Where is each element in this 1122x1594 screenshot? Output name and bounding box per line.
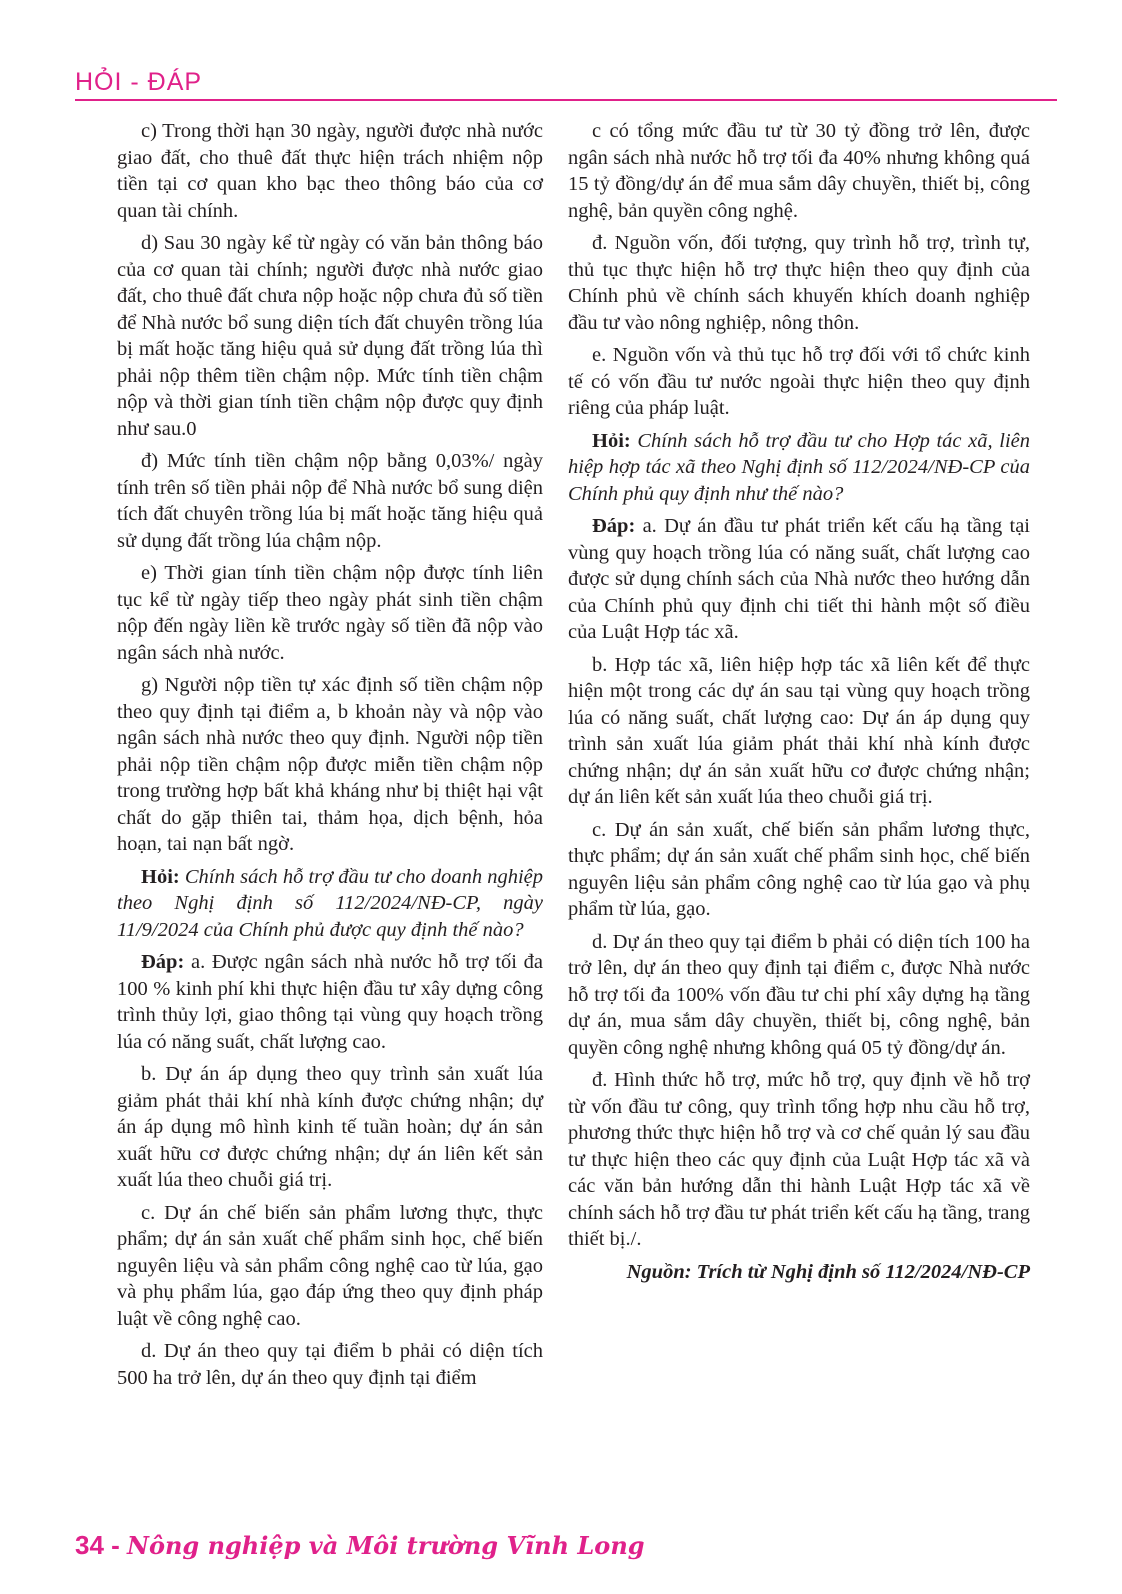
answer-label: Đáp: [592, 515, 636, 537]
page-footer [75, 1530, 645, 1570]
question-label: Hỏi: [592, 429, 631, 452]
question-label: Hỏi: [141, 865, 180, 888]
question-text: Chính sách hỗ trợ đầu tư cho Hợp tác xã, liên hiệp hợp tác xã theo Nghị định số 112/2024/NĐ-CP của Chính phủ quy định như thế nào? [568, 429, 1030, 505]
paragraph: đ. Hình thức hỗ trợ, mức hỗ trợ, quy định về hỗ trợ từ vốn đầu tư công, quy trình tổng hợp nhu cầu hỗ trợ, phương thức thực hiện hỗ trợ và cơ chế quản lý sau đầu tư thực hiện theo các quy định của Luật Hợp tác xã và các văn bản hướng dẫn thi hành Luật Hợp tác xã về chính sách hỗ trợ đầu tư phát triển kết cấu hạ tầng, trang thiết bị./. [568, 1069, 1030, 1250]
paragraph-continued: c có tổng mức đầu tư từ 30 tỷ đồng trở lên, được ngân sách nhà nước hỗ trợ tối đa 40% nhưng không quá 15 tỷ đồng/dự án để mua sắm dây chuyền, thiết bị, công nghệ, bản quyền công nghệ. [568, 120, 1030, 222]
paragraph: d. Dự án theo quy tại điểm b phải có diện tích 500 ha trở lên, dự án theo quy định tại điểm [117, 1340, 543, 1389]
answer-label: Đáp: [141, 951, 185, 973]
question-1 [117, 864, 543, 944]
paragraph: d) Sau 30 ngày kể từ ngày có văn bản thông báo của cơ quan tài chính; người được nhà nước giao đất, cho thuê đất chưa nộp hoặc nộp chưa đủ số tiền để Nhà nước bổ sung diện tích đất chuyên trồng lúa bị mất hoặc tăng hiệu quả sử dụng đất trồng lúa thì phải nộp thêm tiền chậm nộp. Mức tính tiền chậm nộp và thời gian tính tiền chậm nộp được quy định như sau.0 [117, 232, 543, 440]
header-rule [75, 99, 1057, 101]
publication-name: Nông nghiệp và Môi trường Vĩnh Long [127, 1531, 645, 1560]
page-header [75, 62, 1057, 106]
paragraph: đ. Nguồn vốn, đối tượng, quy trình hỗ trợ, trình tự, thủ tục thực hiện hỗ trợ thực hiện theo quy định của Chính phủ về chính sách khuyến khích doanh nghiệp đầu tư vào nông nghiệp, nông thôn. [568, 232, 1030, 334]
right-column [568, 118, 1030, 1285]
paragraph: g) Người nộp tiền tự xác định số tiền chậm nộp theo quy định tại điểm a, b khoản này và nộp vào ngân sách nhà nước theo quy định. Người nộp tiền phải nộp tiền chậm nộp được miễn tiền chậm nộp trong trường hợp bất khả kháng như bị thiệt hại vật chất do gặp thiên tai, thảm họa, dịch bệnh, hỏa hoạn, tai nạn bất ngờ. [117, 674, 543, 855]
paragraph: e. Nguồn vốn và thủ tục hỗ trợ đối với tổ chức kinh tế có vốn đầu tư nước ngoài thực hiện theo quy định riêng của pháp luật. [568, 344, 1030, 419]
page-number: 34 - [75, 1530, 128, 1560]
question-text: Chính sách hỗ trợ đầu tư cho doanh nghiệp theo Nghị định số 112/2024/NĐ-CP, ngày 11/9/2024 của Chính phủ được quy định thế nào? [117, 865, 543, 941]
paragraph: d. Dự án theo quy tại điểm b phải có diện tích 100 ha trở lên, dự án theo quy định tại điểm c, được Nhà nước hỗ trợ tối đa 100% vốn đầu tư chi phí xây dựng hạ tầng dự án, mua sắm dây chuyền, thiết bị, công nghệ, bản quyền công nghệ nhưng không quá 05 tỷ đồng/dự án. [568, 930, 1030, 1059]
paragraph: c. Dự án sản xuất, chế biến sản phẩm lương thực, thực phẩm; dự án sản xuất chế phẩm sinh học, chế biến nguyên liệu sản phẩm công nghệ cao từ lúa gạo và phụ phẩm từ lúa, gạo. [568, 818, 1030, 920]
question-2 [568, 428, 1030, 508]
paragraph: c) Trong thời hạn 30 ngày, người được nhà nước giao đất, cho thuê đất thực hiện trách nhiệm nộp tiền tại cơ quan kho bạc theo thông báo của cơ quan tài chính. [117, 120, 543, 222]
answer-text: a. Dự án đầu tư phát triển kết cấu hạ tầng tại vùng quy hoạch trồng lúa có năng suất, chất lượng cao được sử dụng chính sách của Nhà nước theo hướng dẫn của Chính phủ quy định chi tiết thi hành một số điều của Luật Hợp tác xã. [568, 515, 1030, 643]
paragraph: e) Thời gian tính tiền chậm nộp được tính liên tục kể từ ngày tiếp theo ngày phát sinh tiền chậm nộp đến ngày liền kề trước ngày số tiền đã nộp vào ngân sách nhà nước. [117, 562, 543, 664]
answer-2 [568, 513, 1030, 646]
answer-1 [117, 949, 543, 1055]
left-column [117, 118, 543, 1397]
paragraph: b. Dự án áp dụng theo quy trình sản xuất lúa giảm phát thải khí nhà kính được chứng nhận; dự án áp dụng mô hình kinh tế tuần hoàn; dự án sản xuất hữu cơ được chứng nhận; dự án liên kết sản xuất lúa theo chuỗi giá trị. [117, 1063, 543, 1191]
paragraph: b. Hợp tác xã, liên hiệp hợp tác xã liên kết để thực hiện một trong các dự án sau tại vùng quy hoạch trồng lúa có năng suất, chất lượng cao: Dự án áp dụng quy trình sản xuất lúa giảm phát thải khí nhà kính được chứng nhận; dự án sản xuất hữu cơ được chứng nhận; dự án liên kết sản xuất lúa theo chuỗi giá trị. [568, 653, 1030, 808]
source-citation: Nguồn: Trích từ Nghị định số 112/2024/NĐ-CP [626, 1260, 1030, 1283]
paragraph: c. Dự án chế biến sản phẩm lương thực, thực phẩm; dự án sản xuất chế phẩm sinh học, chế biến nguyên liệu và sản phẩm công nghệ cao từ lúa, gạo và phụ phẩm lúa, gạo đáp ứng theo quy định pháp luật về công nghệ cao. [117, 1201, 543, 1330]
paragraph: đ) Mức tính tiền chậm nộp bằng 0,03%/ ngày tính trên số tiền phải nộp để Nhà nước bổ sung diện tích đất chuyên trồng lúa bị mất hoặc tăng hiệu quả sử dụng đất trồng lúa chậm nộp. [117, 450, 543, 552]
section-title: HỎI - ĐÁP [75, 68, 203, 96]
answer-text: a. Được ngân sách nhà nước hỗ trợ tối đa 100 % kinh phí khi thực hiện đầu tư xây dựng công trình thủy lợi, giao thông tại vùng quy hoạch trồng lúa có năng suất, chất lượng cao. [117, 951, 544, 1053]
